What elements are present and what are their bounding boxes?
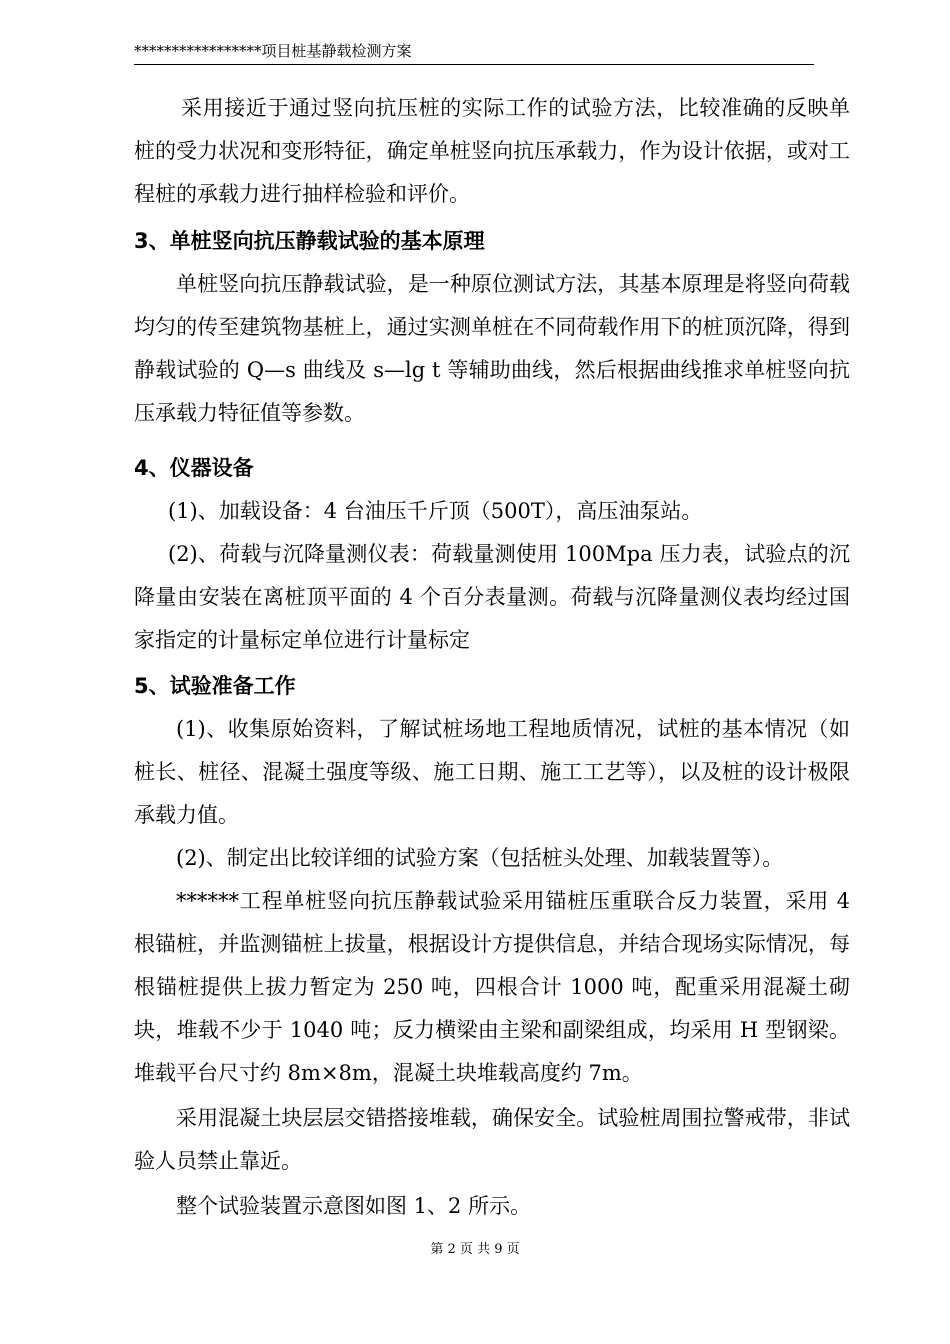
paragraph-method-intro: 采用接近于通过竖向抗压桩的实际工作的试验方法，比较准确的反映单桩的受力状况和变形特征，确定单桩竖向抗压承载力，作为设计依据，或对工程桩的承载力进行抽样检验和评价。 [134, 96, 850, 206]
page-footer [0, 1240, 950, 1260]
paragraph-basic-principle: 单桩竖向抗压静载试验，是一种原位测试方法，其基本原理是将竖向荷载均匀的传至建筑物基桩上，通过实测单桩在不同荷载作用下的桩顶沉降，得到静载试验的 Q—s 曲线及 s—lg t 等辅助曲线，然后根据曲线推求单桩竖向抗压承载力特征值等参数。 [134, 272, 850, 425]
section-heading-3: 3、单桩竖向抗压静载试验的基本原理 [134, 229, 485, 253]
paragraph-safety: 采用混凝土块层层交错搭接堆载，确保安全。试验桩周围拉警戒带，非试验人员禁止靠近。 [134, 1106, 850, 1173]
section-heading-4: 4、仪器设备 [134, 456, 254, 480]
paragraph-collect-data: (1)、收集原始资料，了解试桩场地工程地质情况，试桩的基本情况（如桩长、桩径、混凝土强度等级、施工日期、施工工艺等），以及桩的设计极限承载力值。 [134, 717, 850, 827]
paragraph-loading-equipment: (1)、加载设备：4 台油压千斤顶（500T），高压油泵站。 [168, 499, 703, 523]
page-number: 第 2 页 共 9 页 [430, 1242, 520, 1257]
section-heading-5: 5、试验准备工作 [134, 674, 296, 698]
paragraph-measuring-instruments: (2)、荷载与沉降量测仪表：荷载量测使用 100Mpa 压力表，试验点的沉降量由安装在离桩顶平面的 4 个百分表量测。荷载与沉降量测仪表均经过国家指定的计量标定单位进行计量标定 [134, 542, 850, 652]
header-title: *****************项目桩基静载检测方案 [134, 42, 412, 60]
paragraph-reaction-device: ******工程单桩竖向抗压静载试验采用锚桩压重联合反力装置，采用 4 根锚桩，并监测锚桩上拔量，根据设计方提供信息，并结合现场实际情况，每根锚桩提供上拔力暂定为 250 吨，四根合计 1000 吨，配重采用混凝土砌块，堆载不少于 1040 吨；反力横梁由主梁和副梁组成，均采用 H 型钢梁。堆载平台尺寸约 8m×8m，混凝土块堆载高度约 7m。 [134, 889, 850, 1085]
paragraph-test-plan: (2)、制定出比较详细的试验方案（包括桩头处理、加载装置等）。 [176, 846, 784, 870]
paragraph-figure-reference: 整个试验装置示意图如图 1、2 所示。 [176, 1194, 532, 1218]
document-header [134, 40, 814, 65]
